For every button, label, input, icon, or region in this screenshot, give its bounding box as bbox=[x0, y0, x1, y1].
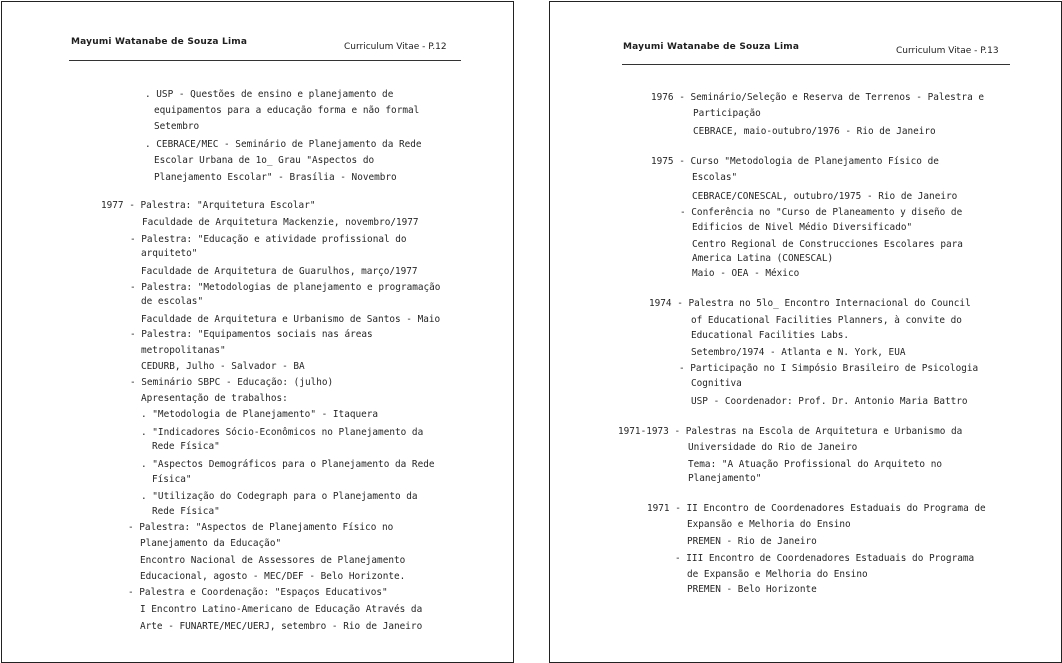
text-line: - Seminário SBPC - Educação: (julho) bbox=[130, 377, 334, 388]
text-line: Setembro/1974 - Atlanta e N. York, EUA bbox=[691, 347, 906, 358]
header-rule bbox=[622, 64, 1010, 65]
header-author-name: Mayumi Watanabe de Souza Lima bbox=[71, 37, 248, 47]
text-line: CEBRACE/CONESCAL, outubro/1975 - Rio de Janeiro bbox=[692, 191, 958, 202]
text-line: of Educational Facilities Planners, à convite do bbox=[691, 315, 962, 326]
text-line: Rede Física" bbox=[152, 506, 220, 517]
text-line: metropolitanas" bbox=[141, 345, 226, 356]
text-line: Centro Regional de Construcciones Escolares para bbox=[692, 239, 963, 250]
text-line: . "Indicadores Sócio-Econômicos no Planejamento da bbox=[141, 427, 424, 438]
text-line: Planejamento da Educação" bbox=[140, 538, 282, 549]
text-line: Participação bbox=[693, 108, 761, 119]
text-line: . "Aspectos Demográficos para o Planejamento da Rede bbox=[141, 459, 435, 470]
header-page-title: Curriculum Vitae - P.12 bbox=[344, 42, 447, 52]
text-line: CEDURB, Julho - Salvador - BA bbox=[141, 361, 305, 372]
text-line: . CEBRACE/MEC - Seminário de Planejamento da Rede bbox=[145, 139, 422, 150]
text-line: 1975 - Curso "Metodologia de Planejamento Físico de bbox=[651, 156, 939, 167]
text-line: - III Encontro de Coordenadores Estaduais do Programa bbox=[675, 553, 975, 564]
text-line: Escolar Urbana de 1o_ Grau "Aspectos do bbox=[154, 155, 375, 166]
text-line: 1977 - Palestra: "Arquitetura Escolar" bbox=[101, 200, 316, 211]
text-line: . "Metodologia de Planejamento" - Itaquera bbox=[141, 409, 379, 420]
text-line: Faculdade de Arquitetura e Urbanismo de Santos - Maio bbox=[141, 314, 441, 325]
text-line: PREMEN - Rio de Janeiro bbox=[687, 536, 817, 547]
text-line: arquiteto" bbox=[141, 248, 198, 259]
text-line: Escolas" bbox=[692, 172, 738, 183]
text-line: Edificios de Nivel Médio Diversificado" bbox=[692, 222, 913, 233]
text-line: - Participação no I Simpósio Brasileiro de Psicologia bbox=[679, 363, 979, 374]
text-line: I Encontro Latino-Americano de Educação Através da bbox=[140, 604, 423, 615]
text-line: Cognitiva bbox=[691, 378, 742, 389]
text-line: CEBRACE, maio-outubro/1976 - Rio de Janeiro bbox=[693, 126, 936, 137]
text-line: Arte - FUNARTE/MEC/UERJ, setembro - Rio de Janeiro bbox=[140, 621, 423, 632]
text-line: Apresentação de trabalhos: bbox=[141, 393, 288, 404]
text-line: Rede Física" bbox=[152, 441, 220, 452]
text-line: Faculdade de Arquitetura Mackenzie, novembro/1977 bbox=[142, 217, 419, 228]
text-line: 1976 - Seminário/Seleção e Reserva de Terrenos - Palestra e bbox=[651, 92, 985, 103]
text-line: Faculdade de Arquitetura de Guarulhos, março/1977 bbox=[141, 266, 418, 277]
text-line: . "Utilização do Codegraph para o Planejamento da bbox=[141, 491, 418, 502]
text-line: Educacional, agosto - MEC/DEF - Belo Horizonte. bbox=[140, 571, 406, 582]
text-line: Expansão e Melhoria do Ensino bbox=[687, 519, 851, 530]
document-page-13 bbox=[549, 1, 1062, 663]
text-line: Universidade do Rio de Janeiro bbox=[688, 442, 858, 453]
text-line: PREMEN - Belo Horizonte bbox=[687, 584, 817, 595]
text-line: - Palestra: "Metodologias de planejamento e programação bbox=[130, 282, 441, 293]
text-line: - Palestra: "Educação e atividade profissional do bbox=[130, 234, 407, 245]
text-line: - Palestra: "Aspectos de Planejamento Físico no bbox=[128, 522, 394, 533]
text-line: Educational Facilities Labs. bbox=[691, 330, 850, 341]
text-line: - Palestra e Coordenação: "Espaços Educativos" bbox=[128, 587, 388, 598]
text-line: Maio - OEA - México bbox=[692, 268, 800, 279]
text-line: - Palestra: "Equipamentos sociais nas áreas bbox=[130, 329, 373, 340]
header-page-title: Curriculum Vitae - P.13 bbox=[896, 46, 999, 56]
text-line: Tema: "A Atuação Profissional do Arquiteto no bbox=[688, 459, 942, 470]
text-line: Encontro Nacional de Assessores de Planejamento bbox=[140, 555, 406, 566]
text-line: . USP - Questões de ensino e planejamento de bbox=[145, 89, 394, 100]
text-line: de escolas" bbox=[141, 296, 204, 307]
text-line: 1974 - Palestra no 5lo_ Encontro Internacional do Council bbox=[649, 298, 971, 309]
text-line: USP - Coordenador: Prof. Dr. Antonio Maria Battro bbox=[691, 396, 968, 407]
text-line: de Expansão e Melhoria do Ensino bbox=[687, 569, 868, 580]
header-rule bbox=[69, 60, 461, 61]
header-author-name: Mayumi Watanabe de Souza Lima bbox=[623, 42, 800, 52]
text-line: Planejamento" bbox=[688, 473, 762, 484]
document-page-12 bbox=[1, 1, 514, 663]
text-line: Física" bbox=[152, 474, 192, 485]
text-line: 1971 - II Encontro de Coordenadores Estaduais do Programa de bbox=[647, 503, 986, 514]
text-line: equipamentos para a educação forma e não formal bbox=[154, 105, 420, 116]
text-line: America Latina (CONESCAL) bbox=[692, 253, 834, 264]
text-line: 1971-1973 - Palestras na Escola de Arquitetura e Urbanismo da bbox=[618, 426, 963, 437]
text-line: Setembro bbox=[154, 121, 200, 132]
text-line: Planejamento Escolar" - Brasília - Novembro bbox=[154, 172, 397, 183]
text-line: - Conferência no "Curso de Planeamento y diseño de bbox=[680, 207, 963, 218]
